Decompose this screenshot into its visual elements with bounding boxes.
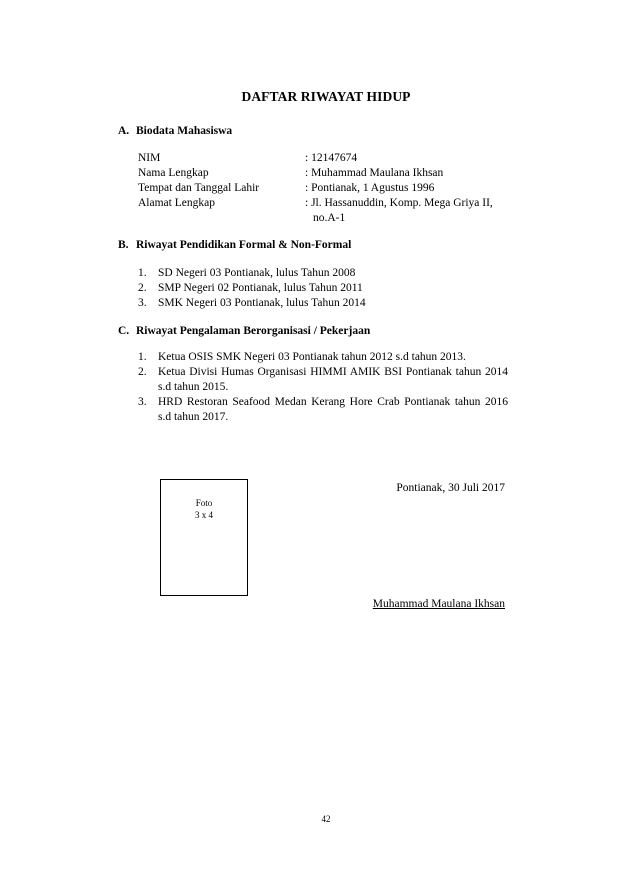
section-a-title: Biodata Mahasiswa [136, 125, 233, 137]
list-item-number: 1. [138, 267, 147, 279]
list-item-text: HRD Restoran Seafood Medan Kerang Hore Crab Pontianak tahun 2016 s.d tahun 2017. [158, 396, 508, 423]
list-item-text: Ketua OSIS SMK Negeri 03 Pontianak tahun 2012 s.d tahun 2013. [158, 351, 466, 363]
list-item [138, 281, 366, 296]
bio-label: Alamat Lengkap [138, 197, 215, 209]
list-item [138, 266, 366, 281]
list-item [138, 350, 508, 365]
section-c-heading [118, 324, 370, 339]
list-item-number: 3. [138, 297, 147, 309]
bio-value: : 12147674 [305, 152, 358, 164]
bio-label: Nama Lengkap [138, 167, 209, 179]
list-item [138, 365, 508, 395]
list-item [138, 296, 366, 311]
section-c-title: Riwayat Pengalaman Berorganisasi / Pekerjaan [136, 325, 371, 337]
section-b-letter: B. [118, 239, 129, 251]
document-title: DAFTAR RIWAYAT HIDUP [241, 89, 411, 104]
list-item [138, 395, 508, 425]
section-c-letter: C. [118, 325, 130, 337]
list-item-number: 3. [138, 396, 147, 408]
bio-value: : Muhammad Maulana Ikhsan [305, 167, 444, 179]
place-date: Pontianak, 30 Juli 2017 [396, 482, 505, 494]
list-item-text: SMP Negeri 02 Pontianak, lulus Tahun 2011 [158, 282, 363, 294]
bio-value: : Jl. Hassanuddin, Komp. Mega Griya II, [305, 197, 493, 209]
education-list [138, 266, 366, 311]
list-item-text: SD Negeri 03 Pontianak, lulus Tahun 2008 [158, 267, 356, 279]
page-number: 42 [321, 814, 331, 824]
photo-label: Foto [195, 498, 213, 508]
experience-list [138, 350, 508, 425]
section-a-heading [118, 124, 232, 139]
list-item-number: 1. [138, 351, 147, 363]
section-b-heading [118, 238, 351, 253]
bio-label: Tempat dan Tanggal Lahir [138, 182, 260, 194]
photo-placeholder [160, 479, 248, 596]
bio-value: : Pontianak, 1 Agustus 1996 [305, 182, 435, 194]
list-item-number: 2. [138, 282, 147, 294]
section-b-title: Riwayat Pendidikan Formal & Non-Formal [136, 239, 352, 251]
section-a-letter: A. [118, 125, 130, 137]
bio-address-continued: no.A-1 [313, 212, 346, 224]
list-item-number: 2. [138, 366, 147, 378]
signature-name: Muhammad Maulana Ikhsan [372, 598, 505, 610]
list-item-text: SMK Negeri 03 Pontianak, lulus Tahun 2014 [158, 297, 366, 309]
bio-label: NIM [138, 152, 161, 164]
list-item-text: Ketua Divisi Humas Organisasi HIMMI AMIK BSI Pontianak tahun 2014 s.d tahun 2015. [158, 366, 508, 393]
photo-size: 3 x 4 [195, 510, 213, 520]
